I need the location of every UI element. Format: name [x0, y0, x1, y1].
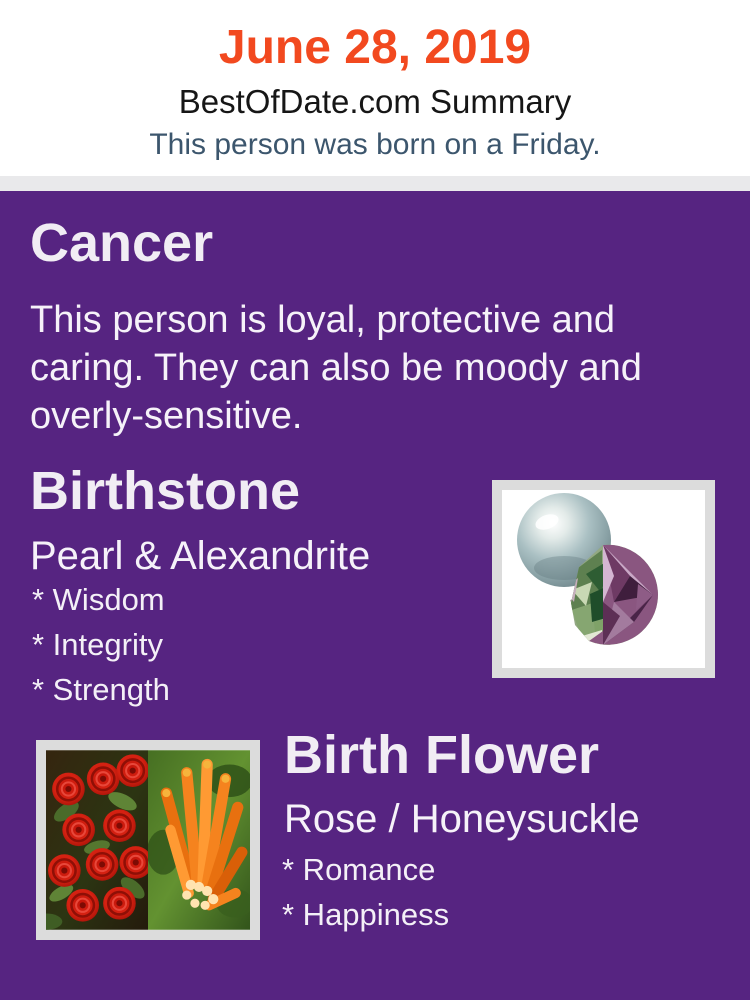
birthstone-trait: * Strength [32, 672, 170, 707]
site-summary: BestOfDate.com Summary [178, 83, 572, 120]
born-on-line: This person was born on a Friday. [149, 128, 601, 161]
divider-bar [0, 176, 750, 191]
pearl-and-alexandrite-graphic [502, 490, 705, 668]
birth-flower-trait: * Happiness [282, 897, 450, 932]
birthstone-names: Pearl & Alexandrite [30, 534, 371, 578]
zodiac-sign-heading: Cancer [30, 213, 214, 273]
birth-flower-trait-list [282, 854, 449, 944]
birth-flower-image [36, 740, 260, 940]
birth-flower-trait: * Romance [282, 852, 436, 887]
birthstone-trait: * Wisdom [32, 582, 165, 617]
birthstone-trait: * Integrity [32, 627, 163, 662]
page-title-date: June 28, 2019 [218, 21, 532, 74]
honeysuckle-photo [148, 750, 250, 930]
birthstone-trait-list [32, 584, 170, 719]
zodiac-description: This person is loyal, protective and caring. They can also be moody and overly-sensitive. [30, 299, 642, 437]
birthstone-image [492, 480, 715, 678]
rose-photo [46, 750, 148, 930]
birthstone-heading: Birthstone [30, 461, 300, 521]
birth-flower-heading: Birth Flower [284, 725, 600, 785]
birth-flower-names: Rose / Honeysuckle [284, 797, 640, 841]
